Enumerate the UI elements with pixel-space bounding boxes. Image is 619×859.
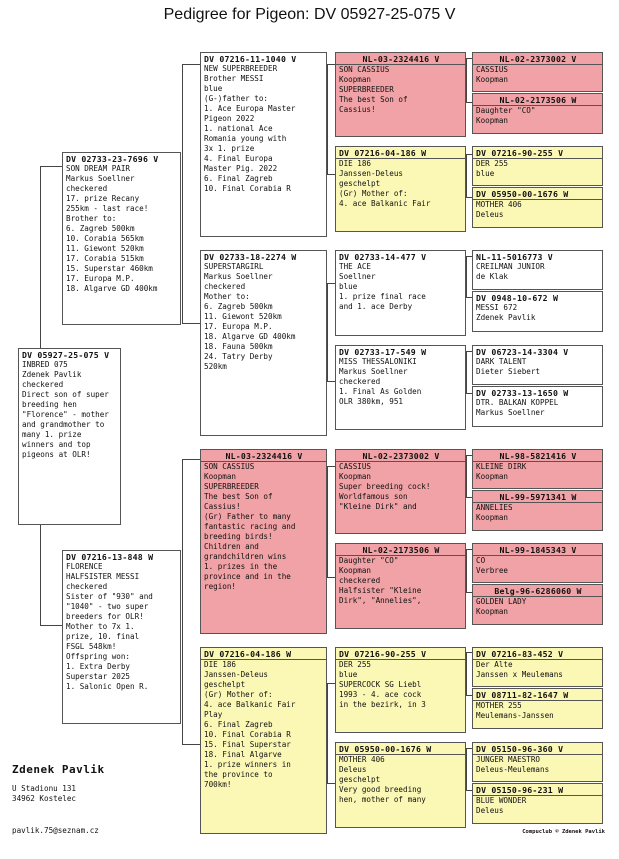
pigeon-info-line: CO (476, 556, 486, 565)
pigeon-info-line: INBRED 075 (22, 360, 68, 369)
pigeon-ring-number: DV 05927-25-075 V (22, 350, 110, 360)
footer-credit: Compuclub © Zdenek Pavlik (522, 829, 605, 835)
pigeon-info-line: 6. Zagreb 500km (204, 302, 273, 311)
pigeon-info-line: Direct son of super (22, 390, 109, 399)
pigeon-info-line: Play (204, 710, 223, 719)
pigeon-info-line: JUNGER MAESTRO (476, 755, 541, 764)
pigeon-info-line: Sister of "930" and (66, 592, 153, 601)
connector-line (466, 256, 467, 297)
pigeon-info-line: fantastic racing and (204, 522, 296, 531)
connector-line (327, 64, 328, 174)
pigeon-card-sds[interactable] (335, 250, 466, 336)
pigeon-info-line: blue (339, 282, 358, 291)
pigeon-info-line: The best Son of (204, 492, 273, 501)
owner-block (12, 763, 105, 835)
pigeon-info-line: breeding hen (22, 400, 77, 409)
pigeon-info-line: Offspring won: (66, 652, 131, 661)
pigeon-info-line: region! (204, 582, 237, 591)
pigeon-info-line: 1. Salonic Open R. (66, 682, 149, 691)
pigeon-ring-number: DV 02733-17-549 W (339, 347, 427, 357)
pigeon-info-line: (Gr) Mother of: (339, 189, 408, 198)
pigeon-info-line: Super breeding cock! (339, 482, 431, 491)
pigeon-ring-number: NL-03-2324416 V (201, 450, 326, 462)
pigeon-info-line: 6. Zagreb 500km (66, 224, 135, 233)
pigeon-info-line: HALFSISTER MESSI (66, 572, 140, 581)
pigeon-ring-number: DV 07216-90-255 V (473, 147, 602, 159)
pigeon-info-line: 11. Giewont 520km (204, 312, 282, 321)
connector-line (327, 683, 335, 684)
pigeon-info-line: Zdenek Pavlik (476, 313, 536, 322)
pigeon-info-line: checkered (22, 380, 64, 389)
connector-line (182, 459, 183, 744)
pigeon-info-line: FSGL 548km! (66, 642, 117, 651)
pigeon-card-sdd[interactable] (335, 345, 466, 430)
pigeon-card-ssd[interactable] (335, 146, 466, 232)
pigeon-card-sire[interactable] (62, 152, 181, 325)
pigeon-ring-number: DV 02733-14-477 V (339, 252, 427, 262)
pigeon-card-g1[interactable] (472, 52, 603, 92)
pigeon-info-line: prize, 10. final (66, 632, 140, 641)
pigeon-info-line: Master Pig. 2022 (204, 164, 278, 173)
pigeon-card-g5[interactable] (472, 250, 603, 290)
pigeon-ring-number: DV 05950-00-1676 W (336, 743, 465, 755)
pigeon-card-ddd[interactable] (335, 742, 466, 828)
pigeon-card-g11[interactable] (472, 543, 603, 583)
pigeon-info-line: DER 255 (476, 159, 509, 168)
pigeon-info-line: DARK TALENT (476, 357, 527, 366)
pigeon-info-line: 18. Fauna 500km (204, 342, 273, 351)
owner-address-line: 34962 Kostelec (12, 794, 77, 803)
pigeon-info-line: MOTHER 406 (339, 755, 385, 764)
pigeon-info-line: SON CASSIUS (204, 462, 255, 471)
connector-line (327, 381, 335, 382)
pigeon-info-line: Markus Soellner (204, 272, 273, 281)
connector-line (327, 577, 335, 578)
pigeon-info-line: checkered (339, 377, 381, 386)
pigeon-info-line: 520km (204, 362, 227, 371)
pigeon-card-g6[interactable] (472, 291, 603, 332)
pigeon-info-line: Daughter "CO" (476, 106, 536, 115)
connector-line (182, 744, 200, 745)
pigeon-info-line: Daughter "CO" (339, 556, 399, 565)
pigeon-ring-number: NL-11-5016773 V (476, 252, 553, 262)
pigeon-info-line: SUPERSTARGIRL (204, 262, 264, 271)
pigeon-card-sss[interactable] (335, 52, 466, 137)
pigeon-info-line: Koopman (476, 607, 509, 616)
pigeon-card-g10[interactable] (472, 490, 603, 531)
pigeon-ring-number: NL-02-2173506 W (336, 544, 465, 556)
pigeon-info-line: MOTHER 406 (476, 200, 522, 209)
pigeon-info-line: 255km - last race! (66, 204, 149, 213)
connector-line (182, 64, 200, 65)
pigeon-ring-number: NL-02-2373002 V (336, 450, 465, 462)
pigeon-card-g15[interactable] (472, 742, 603, 782)
pigeon-info-line: 700km! (204, 780, 232, 789)
connector-line (327, 466, 335, 467)
connector-line (466, 154, 467, 197)
pigeon-info-line: grandchildren wins (204, 552, 287, 561)
pigeon-ring-number: DV 02733-23-7696 V (66, 154, 159, 164)
pigeon-info-line: and 1. ace Derby (339, 302, 413, 311)
pigeon-info-line: Markus Soellner (476, 408, 545, 417)
pigeon-info-line: Markus Soellner (339, 367, 408, 376)
pigeon-info-line: MESSI 672 (476, 303, 518, 312)
pigeon-info-line: MOTHER 255 (476, 701, 522, 710)
pigeon-info-line: Koopman (476, 116, 509, 125)
pigeon-info-line: Janssen-Deleus (204, 670, 269, 679)
pigeon-info-line: Mother to 7x 1. (66, 622, 135, 631)
pigeon-info-line: (Gr) Mother of: (204, 690, 273, 699)
pigeon-card-g9[interactable] (472, 449, 603, 489)
pigeon-info-line: Brother to: (66, 214, 117, 223)
pigeon-info-line: Cassius! (204, 502, 241, 511)
pigeon-info-line: 17. Europa M.P. (204, 322, 273, 331)
pigeon-ring-number: NL-02-2173506 W (473, 94, 602, 106)
pigeon-info-line: OLR 380km, 951 (339, 397, 404, 406)
pigeon-card-dam-sire[interactable] (200, 449, 327, 634)
pigeon-info-line: DIE 186 (339, 159, 372, 168)
pigeon-info-line: DER 255 (339, 660, 372, 669)
pigeon-info-line: checkered (66, 184, 108, 193)
pigeon-info-line: "1040" - two super (66, 602, 149, 611)
pigeon-info-line: Koopman (339, 75, 372, 84)
pigeon-info-line: 17. Europa M.P. (66, 274, 135, 283)
pigeon-info-line: 1. Final As Golden (339, 387, 422, 396)
pigeon-card-g8[interactable] (472, 386, 603, 427)
pigeon-ring-number: DV 07216-90-255 V (336, 648, 465, 660)
pigeon-card-g7[interactable] (472, 345, 603, 385)
pigeon-info-line: 1993 - 4. ace cock (339, 690, 422, 699)
pigeon-card-dsd[interactable] (335, 543, 466, 629)
pigeon-card-dss[interactable] (335, 449, 466, 534)
pigeon-info-line: CASSIUS (476, 65, 509, 74)
pigeon-info-line: 15. Superstar 460km (66, 264, 153, 273)
pigeon-info-line: 10. Final Corabia R (204, 184, 291, 193)
pigeon-ring-number: DV 06723-14-3304 V (476, 347, 569, 357)
pigeon-ring-number: DV 05950-00-1676 W (473, 188, 602, 200)
pigeon-info-line: 1. national Ace (204, 124, 273, 133)
pigeon-info-line: Janssen x Meulemans (476, 670, 563, 679)
pigeon-info-line: breeding birds! (204, 532, 273, 541)
pigeon-info-line: checkered (66, 582, 108, 591)
pigeon-info-line: THE ACE (339, 262, 372, 271)
pigeon-info-line: DTR. BALKAN KOPPEL (476, 398, 559, 407)
connector-line (40, 166, 64, 167)
pigeon-info-line: 15. Final Superstar (204, 740, 291, 749)
pigeon-info-line: Dieter Siebert (476, 367, 541, 376)
pigeon-ring-number: DV 07216-83-452 V (473, 648, 602, 660)
pigeon-info-line: and grandmother to (22, 420, 105, 429)
pigeon-info-line: Janssen-Deleus (339, 169, 404, 178)
pigeon-info-line: Dirk", "Annelies", (339, 596, 422, 605)
connector-line (327, 283, 335, 284)
owner-address-line: U Stadionu 131 (12, 784, 77, 793)
pigeon-info-line: CASSIUS (339, 462, 372, 471)
pigeon-info-line: Deleus-Meulemans (476, 765, 550, 774)
pigeon-info-line: DIE 186 (204, 660, 237, 669)
pigeon-info-line: Markus Soellner (66, 174, 135, 183)
pigeon-info-line: Superstar 2025 (66, 672, 131, 681)
pigeon-card-dds[interactable] (335, 647, 466, 733)
pigeon-info-line: 1. prizes in the (204, 562, 278, 571)
connector-line (466, 455, 467, 497)
connector-line (327, 283, 328, 381)
pigeon-ring-number: DV 07216-13-848 W (66, 552, 154, 562)
pigeon-info-line: SUPERBREEDER (339, 85, 394, 94)
pigeon-info-line: the province to (204, 770, 273, 779)
pigeon-info-line: 4. ace Balkanic Fair (339, 199, 431, 208)
pigeon-ring-number: DV 07216-04-186 W (201, 648, 326, 660)
pigeon-info-line: Zdenek Pavlik (22, 370, 82, 379)
pigeon-info-line: Der Alte (476, 660, 513, 669)
pigeon-info-line: GOLDEN LADY (476, 597, 527, 606)
pigeon-info-line: Very good breeding (339, 785, 422, 794)
connector-line (40, 166, 41, 348)
pigeon-ring-number: NL-99-5971341 W (473, 491, 602, 503)
connector-line (327, 174, 335, 175)
pigeon-info-line: province and in the (204, 572, 291, 581)
pigeon-info-line: 18. Algarve GD 400km (66, 284, 158, 293)
pigeon-info-line: BLUE WONDER (476, 796, 527, 805)
pigeon-info-line: hen, mother of many (339, 795, 426, 804)
pigeon-info-line: blue (476, 169, 495, 178)
pigeon-info-line: KLEINE DIRK (476, 462, 527, 471)
pigeon-info-line: Worldfamous son (339, 492, 408, 501)
pigeon-info-line: winners and top (22, 440, 91, 449)
owner-email[interactable]: pavlik.75@seznam.cz (12, 826, 99, 835)
pigeon-card-g14[interactable] (472, 688, 603, 729)
pigeon-info-line: Halfsister "Kleine (339, 586, 422, 595)
pigeon-info-line: 17. Corabia 515km (66, 254, 144, 263)
pigeon-info-line: many 1. prize (22, 430, 82, 439)
pigeon-card-g16[interactable] (472, 783, 603, 824)
pigeon-card-g2[interactable] (472, 93, 603, 134)
connector-line (466, 748, 467, 790)
connector-line (182, 323, 200, 324)
pigeon-info-line: 6. Final Zagreb (204, 174, 273, 183)
connector-line (466, 58, 467, 102)
pigeon-info-line: NEW SUPERBREEDER (204, 64, 278, 73)
connector-line (182, 64, 183, 323)
pigeon-info-line: Pigeon 2022 (204, 114, 255, 123)
pigeon-info-line: SON DREAM PAIR (66, 164, 131, 173)
pigeon-info-line: CREILMAN JUNIOR (476, 262, 545, 271)
pigeon-info-line: 1. prize winners in (204, 760, 291, 769)
pigeon-ring-number: Belg-96-6286060 W (473, 585, 602, 597)
pigeon-ring-number: DV 05150-96-360 V (473, 743, 602, 755)
pigeon-info-line: Soellner (339, 272, 376, 281)
pigeon-info-line: 18. Final Algarve (204, 750, 282, 759)
pigeon-ring-number: DV 07216-04-186 W (336, 147, 465, 159)
pigeon-card-sire-sire[interactable] (200, 52, 327, 237)
pigeon-info-line: Romania young with (204, 134, 287, 143)
pigeon-info-line: Koopman (204, 472, 237, 481)
pigeon-info-line: Koopman (476, 472, 509, 481)
pigeon-info-line: SUPERCOCK SG Liebl (339, 680, 422, 689)
pigeon-info-line: The best Son of (339, 95, 408, 104)
pigeon-info-line: geschelpt (204, 680, 246, 689)
pigeon-info-line: Verbree (476, 566, 509, 575)
pigeon-info-line: 11. Giewont 520km (66, 244, 144, 253)
pigeon-info-line: 1. Extra Derby (66, 662, 131, 671)
pigeon-info-line: blue (339, 670, 358, 679)
connector-line (327, 783, 335, 784)
pigeon-card-g4[interactable] (472, 187, 603, 228)
pigeon-info-line: checkered (339, 576, 381, 585)
pigeon-info-line: 1. prize final race (339, 292, 426, 301)
pigeon-info-line: Deleus (476, 210, 504, 219)
connector-line (466, 351, 467, 393)
pigeon-info-line: 4. Final Europa (204, 154, 273, 163)
pigeon-info-line: SUPERBREEDER (204, 482, 259, 491)
pigeon-info-line: Children and (204, 542, 259, 551)
pigeon-card-sire-dam[interactable] (200, 250, 327, 436)
pigeon-info-line: pigeons at OLR! (22, 450, 91, 459)
pigeon-info-line: 4. ace Balkanic Fair (204, 700, 296, 709)
pigeon-info-line: Koopman (339, 472, 372, 481)
pigeon-info-line: 3x 1. prize (204, 144, 255, 153)
pigeon-info-line: FLORENCE (66, 562, 103, 571)
pigeon-info-line: 10. Final Corabia R (204, 730, 291, 739)
pigeon-info-line: de Klak (476, 272, 509, 281)
pigeon-info-line: SON CASSIUS (339, 65, 390, 74)
pigeon-card-dam-dam[interactable] (200, 647, 327, 834)
pigeon-ring-number: DV 02733-18-2274 W (204, 252, 297, 262)
pigeon-info-line: breeders for OLR! (66, 612, 144, 621)
pigeon-card-dam[interactable] (62, 550, 181, 724)
pigeon-ring-number: DV 0948-10-672 W (476, 293, 559, 303)
pigeon-info-line: Deleus (476, 806, 504, 815)
pigeon-info-line: geschelpt (339, 775, 381, 784)
connector-line (182, 459, 200, 460)
pigeon-info-line: 18. Algarve GD 400km (204, 332, 296, 341)
pigeon-info-line: Koopman (476, 513, 509, 522)
pigeon-card-g12[interactable] (472, 584, 603, 625)
pigeon-info-line: MISS THESSALONIKI (339, 357, 417, 366)
pigeon-info-line: checkered (204, 282, 246, 291)
pigeon-info-line: Koopman (476, 75, 509, 84)
pigeon-ring-number: DV 08711-82-1647 W (473, 689, 602, 701)
pigeon-card-g3[interactable] (472, 146, 603, 186)
connector-line (466, 549, 467, 592)
pigeon-ring-number: NL-02-2373002 V (473, 53, 602, 65)
pigeon-info-line: (G-)father to: (204, 94, 269, 103)
pigeon-info-line: Brother MESSI (204, 74, 264, 83)
pigeon-ring-number: NL-98-5821416 V (473, 450, 602, 462)
connector-line (327, 466, 328, 577)
page-title: Pedigree for Pigeon: DV 05927-25-075 V (163, 6, 456, 23)
pigeon-info-line: Deleus (339, 765, 367, 774)
pigeon-ring-number: NL-99-1845343 V (473, 544, 602, 556)
pigeon-info-line: Meulemans-Janssen (476, 711, 554, 720)
pigeon-info-line: (Gr) Father to many (204, 512, 291, 521)
pigeon-info-line: 17. prize Recany (66, 194, 140, 203)
pigeon-info-line: "Florence" - mother (22, 410, 109, 419)
connector-line (40, 525, 41, 625)
owner-name: Zdenek Pavlik (12, 763, 105, 776)
pigeon-info-line: Mother to: (204, 292, 250, 301)
pigeon-info-line: geschelpt (339, 179, 381, 188)
pigeon-info-line: 6. Final Zagreb (204, 720, 273, 729)
connector-line (40, 625, 62, 626)
pigeon-info-line: Koopman (339, 566, 372, 575)
connector-line (327, 64, 335, 65)
pigeon-info-line: Cassius! (339, 105, 376, 114)
pigeon-card-subject[interactable] (18, 348, 121, 525)
pigeon-info-line: "Kleine Dirk" and (339, 502, 417, 511)
connector-line (466, 652, 467, 695)
pigeon-ring-number: DV 05150-96-231 W (473, 784, 602, 796)
pigeon-info-line: in the bezirk, in 3 (339, 700, 426, 709)
pigeon-ring-number: DV 02733-13-1650 W (476, 388, 569, 398)
pigeon-info-line: 24. Tatry Derby (204, 352, 273, 361)
pigeon-info-line: blue (204, 84, 223, 93)
pigeon-card-g13[interactable] (472, 647, 603, 687)
connector-line (327, 683, 328, 783)
pigeon-info-line: ANNELIES (476, 503, 513, 512)
pigeon-ring-number: DV 07216-11-1040 V (204, 54, 297, 64)
pigeon-info-line: 10. Corabia 565km (66, 234, 144, 243)
pigeon-info-line: 1. Ace Europa Master (204, 104, 296, 113)
pigeon-ring-number: NL-03-2324416 V (336, 53, 465, 65)
